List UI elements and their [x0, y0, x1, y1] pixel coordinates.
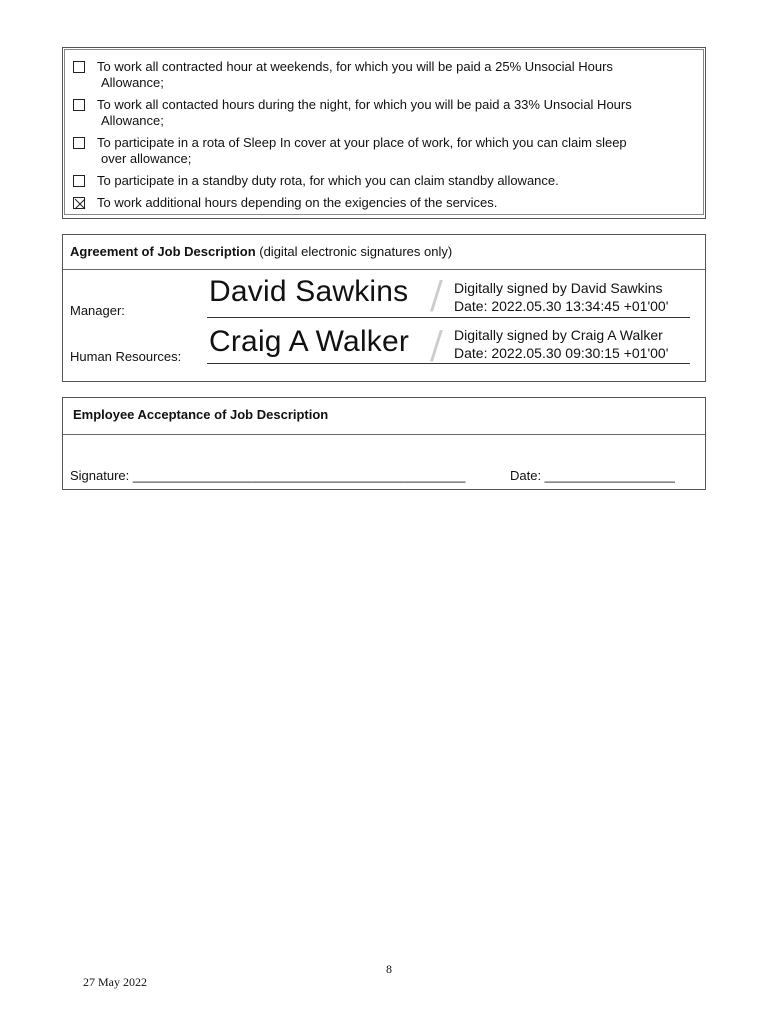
option-night: [71, 97, 695, 129]
option-sleep-in: [71, 135, 695, 167]
employee-signature-field[interactable]: Signature: ______________________________________________: [70, 468, 466, 483]
agreement-heading-note: (digital electronic signatures only): [255, 244, 453, 259]
manager-signature-info: [454, 279, 668, 315]
agreement-heading-bold: Agreement of Job Description: [70, 244, 256, 259]
hr-signature-name[interactable]: Craig A Walker: [209, 325, 410, 358]
signature-divider-icon: /: [430, 323, 443, 367]
checkbox-night[interactable]: [73, 99, 85, 111]
option-text-cont: Allowance;: [101, 113, 164, 128]
checkbox-standby[interactable]: [73, 175, 85, 187]
option-additional-hours: [71, 195, 695, 211]
checkbox-sleep-in[interactable]: [73, 137, 85, 149]
footer-date: 27 May 2022: [83, 975, 147, 989]
manager-signature-line: [207, 317, 690, 318]
checkmark-x-icon: [74, 198, 86, 210]
manager-signature-name[interactable]: David Sawkins: [209, 275, 409, 308]
hr-signature-info: [454, 326, 668, 362]
employee-date-field[interactable]: Date: __________________: [510, 468, 675, 483]
manager-label: Manager:: [70, 303, 125, 318]
page-number: 8: [386, 962, 392, 976]
option-text: To work additional hours depending on the exigencies of the services.: [97, 195, 498, 210]
signature-divider-icon: /: [430, 273, 443, 317]
option-text-cont: Allowance;: [101, 75, 164, 90]
manager-signed-date: Date: 2022.05.30 13:34:45 +01'00': [454, 298, 669, 314]
agreement-box: [62, 234, 706, 382]
manager-signed-by: Digitally signed by David Sawkins: [454, 280, 663, 296]
option-weekends: [71, 59, 695, 91]
allowance-options-box: [62, 47, 706, 219]
hr-signed-by: Digitally signed by Craig A Walker: [454, 327, 663, 343]
option-text: To participate in a standby duty rota, for which you can claim standby allowance.: [97, 173, 559, 188]
hr-label: Human Resources:: [70, 349, 182, 364]
hr-signature-row: [63, 321, 705, 373]
manager-signature-row: [63, 271, 705, 323]
employee-acceptance-box: [62, 397, 706, 490]
checkbox-additional-hours[interactable]: [73, 197, 85, 209]
agreement-heading: [63, 235, 705, 270]
option-text: To work all contracted hour at weekends, for which you will be paid a 25% Unsocial Hours: [97, 59, 613, 74]
option-text: To participate in a rota of Sleep In cover at your place of work, for which you can claim sleep: [97, 135, 627, 150]
checkbox-weekends[interactable]: [73, 61, 85, 73]
option-text-cont: over allowance;: [101, 151, 192, 166]
option-text: To work all contacted hours during the night, for which you will be paid a 33% Unsocial Hours: [97, 97, 632, 112]
option-standby: [71, 173, 695, 189]
employee-heading: Employee Acceptance of Job Description: [63, 398, 705, 435]
hr-signed-date: Date: 2022.05.30 09:30:15 +01'00': [454, 345, 669, 361]
hr-signature-line: [207, 363, 690, 364]
